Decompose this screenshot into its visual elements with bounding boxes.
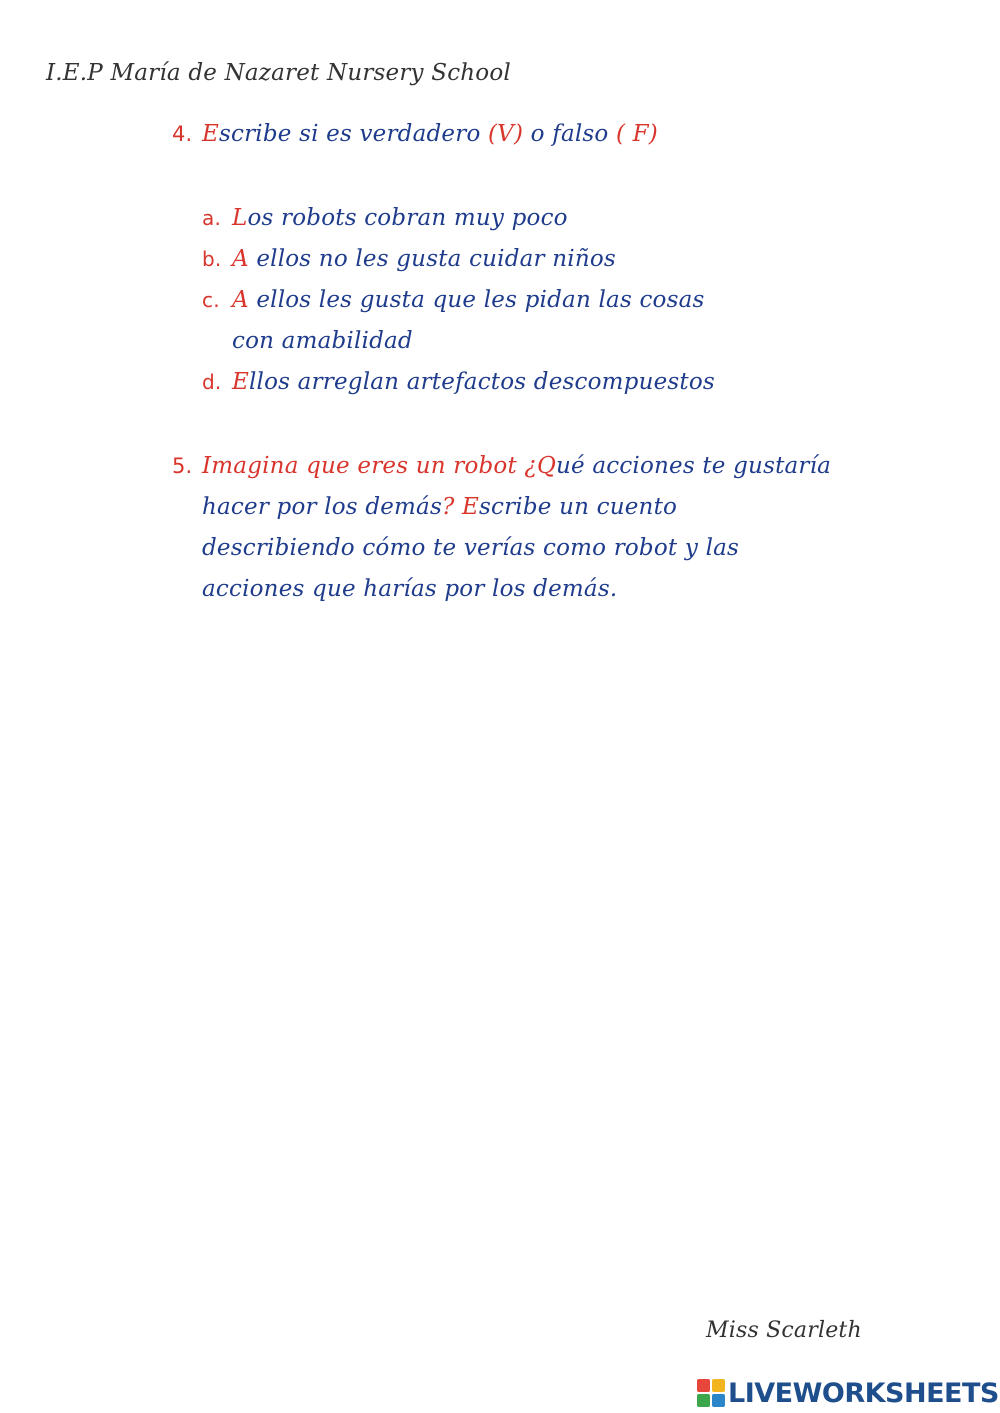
question-4-title xyxy=(172,114,658,155)
question-5-part-2: ué acciones te gustaría hacer por los demás xyxy=(202,453,832,520)
question-4-options xyxy=(202,198,842,403)
question-5-number: 5. xyxy=(172,454,193,478)
question-5-close-mark: ? xyxy=(441,494,455,520)
true-marker: (V) xyxy=(488,121,524,147)
option-text: ellos no les gusta cuidar niños xyxy=(248,246,616,272)
school-header: I.E.P María de Nazaret Nursery School xyxy=(46,60,511,86)
option-b[interactable] xyxy=(202,239,842,280)
teacher-signature: Miss Scarleth xyxy=(706,1318,862,1343)
question-4-number: 4. xyxy=(172,122,193,146)
question-5-open-mark: ¿ xyxy=(524,453,537,479)
question-5-part-3: scribe un cuento describiendo cómo te verías como robot y las acciones que harías por los demás. xyxy=(202,494,740,602)
option-letter: d. xyxy=(202,370,222,394)
option-d[interactable] xyxy=(202,362,842,403)
option-letter: c. xyxy=(202,288,220,312)
question-5-q-capital: Q xyxy=(536,453,557,479)
question-5-part-1: Imagina que eres un robot xyxy=(202,453,525,479)
option-text: llos arreglan artefactos descompuestos xyxy=(249,369,715,395)
question-4-text-a: scribe si es verdadero xyxy=(219,121,488,147)
brand-name: LIVEWORKSHEETS xyxy=(728,1377,999,1409)
option-text: ellos les gusta que les pidan las cosas con amabilidad xyxy=(232,287,705,354)
option-letter: a. xyxy=(202,206,222,230)
option-capital: A xyxy=(232,246,249,272)
option-text: os robots cobran muy poco xyxy=(247,205,568,231)
option-a[interactable] xyxy=(202,198,842,239)
option-capital: A xyxy=(232,287,249,313)
liveworksheets-logo-icon xyxy=(697,1379,725,1407)
question-4-first-letter: E xyxy=(202,121,219,147)
option-capital: E xyxy=(232,369,249,395)
liveworksheets-brand[interactable] xyxy=(697,1376,999,1410)
question-5-e-capital: E xyxy=(462,494,480,520)
question-4-text-b: o falso xyxy=(523,121,616,147)
question-5-space xyxy=(455,494,463,520)
question-5-text xyxy=(202,446,832,610)
false-marker: ( F) xyxy=(615,121,658,147)
question-5 xyxy=(172,446,832,610)
option-capital: L xyxy=(232,205,248,231)
option-c[interactable] xyxy=(202,280,842,362)
option-letter: b. xyxy=(202,247,222,271)
